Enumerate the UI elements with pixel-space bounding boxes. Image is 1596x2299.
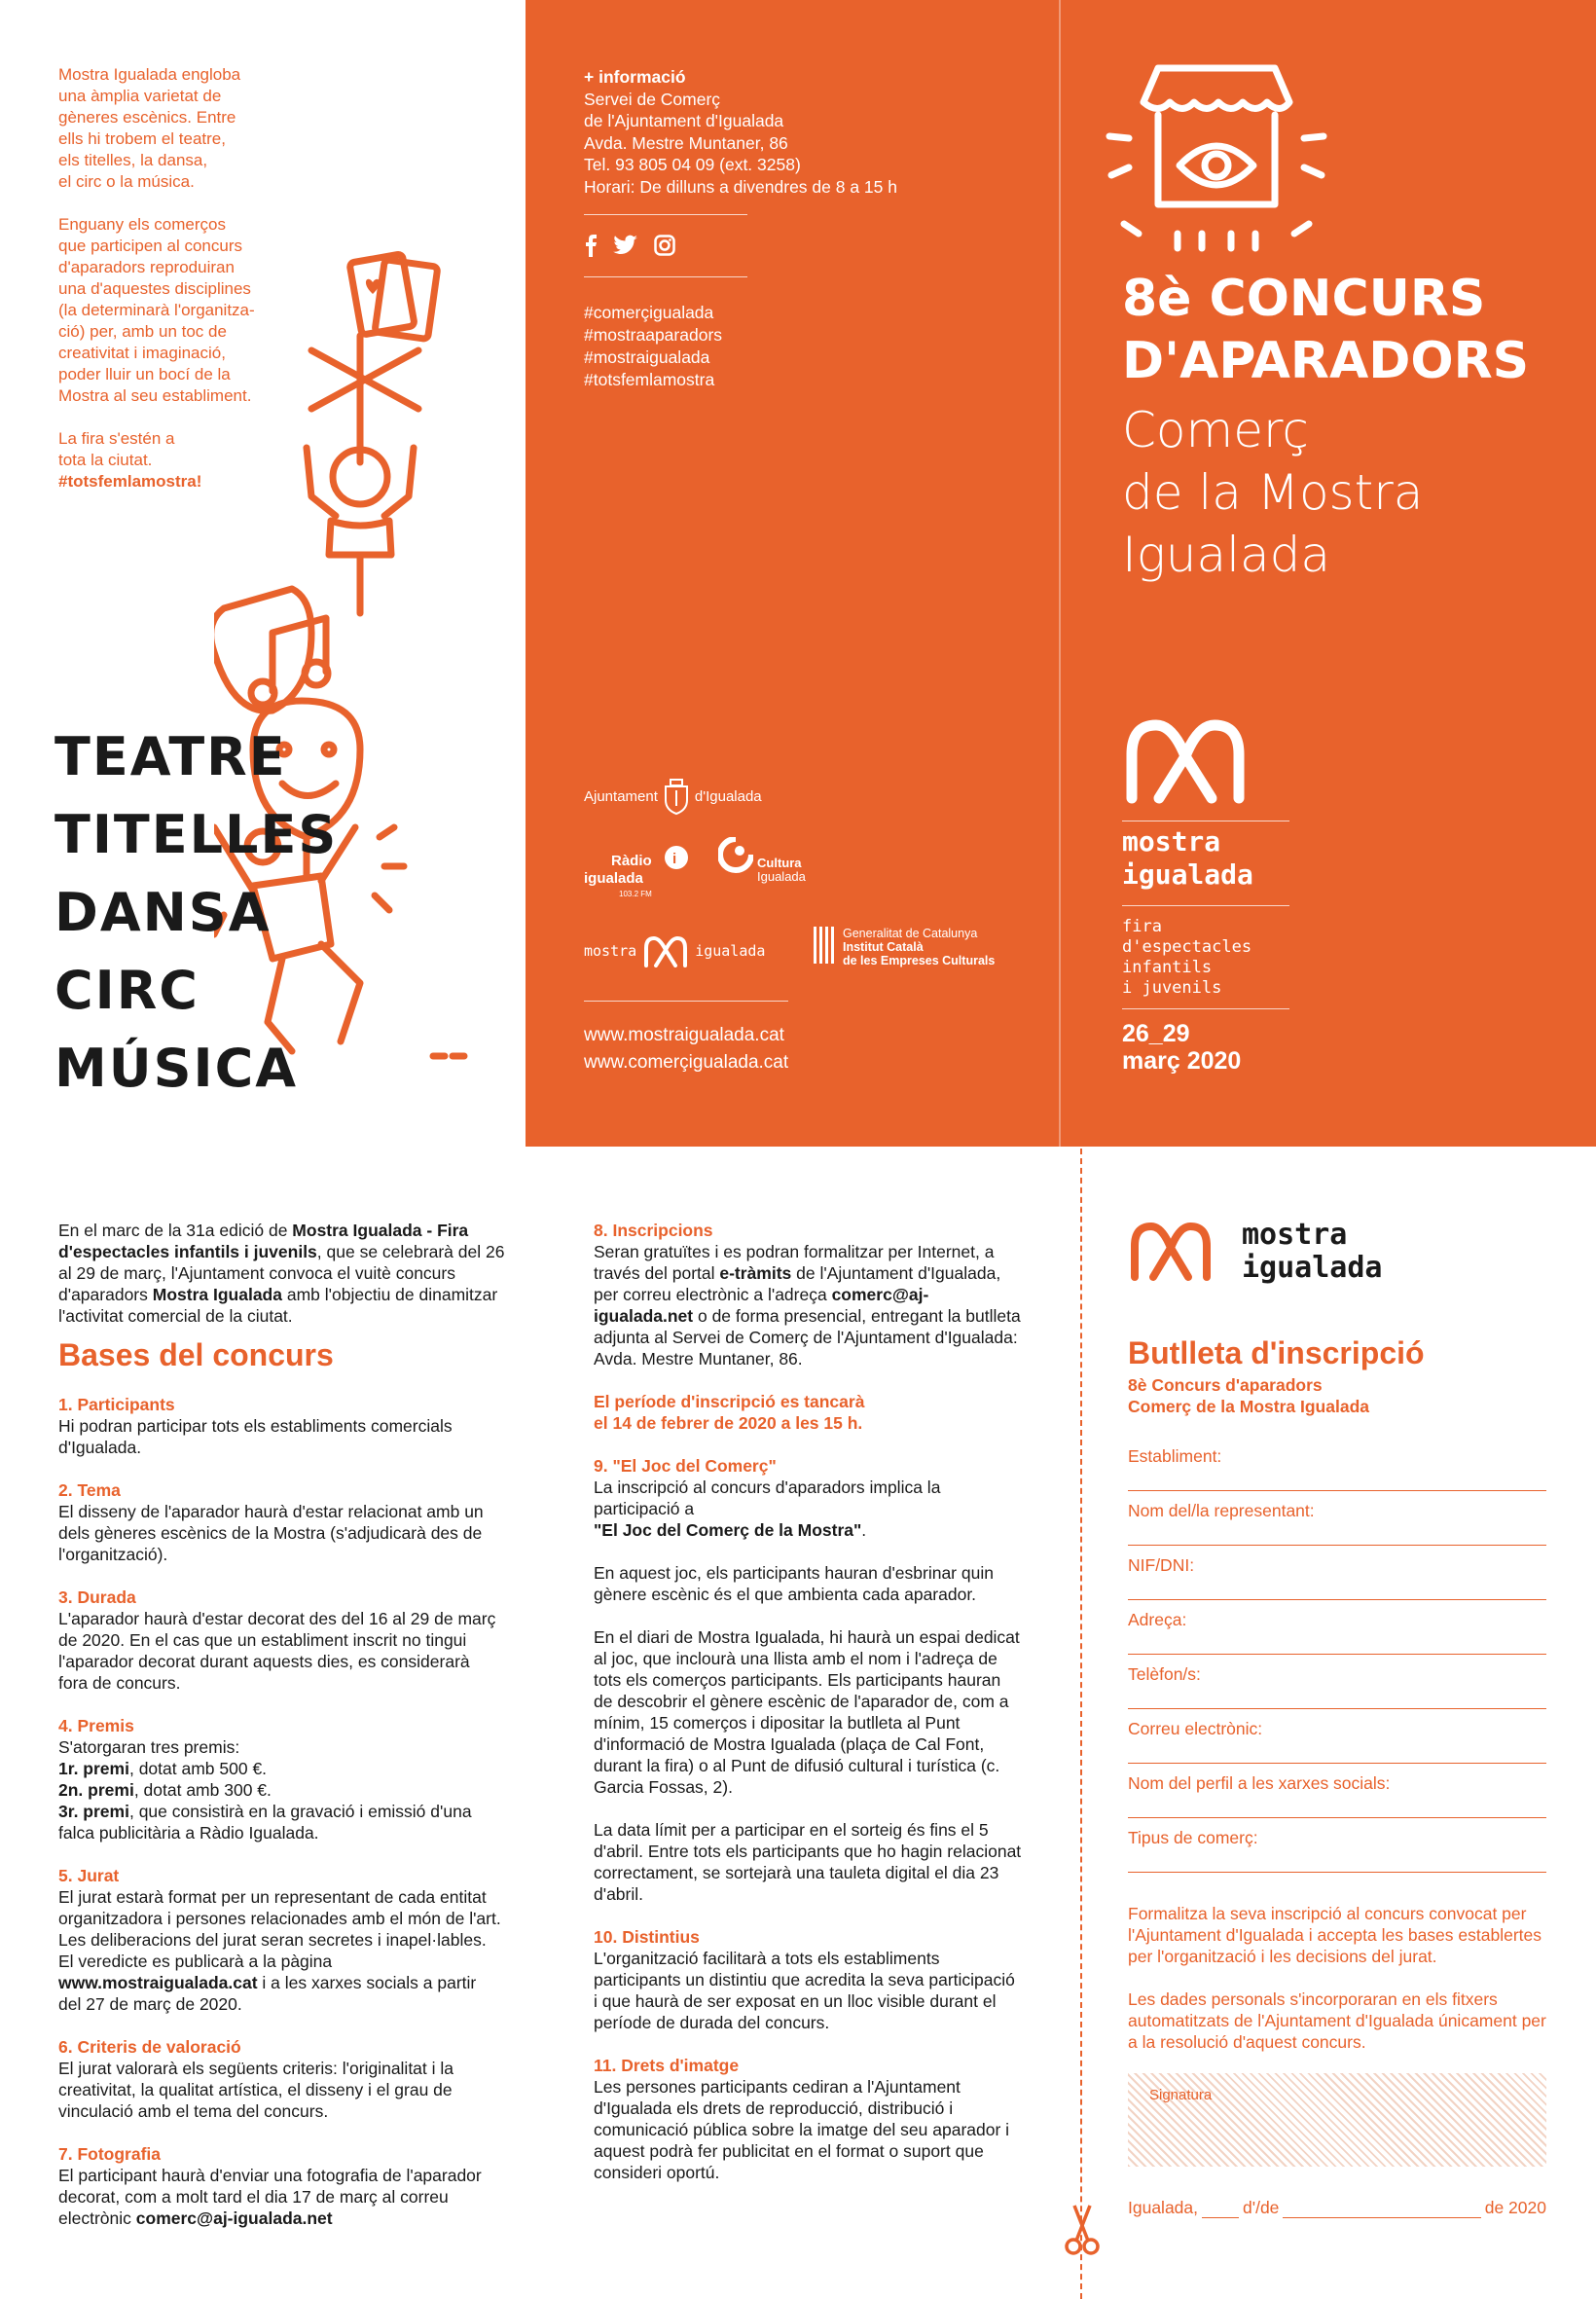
section-heading: 5. Jurat: [58, 1866, 120, 1885]
fold-line: [1059, 0, 1061, 1147]
svg-text:i: i: [672, 851, 677, 867]
cover-title: 8è CONCURS D'APARADORS: [1122, 270, 1530, 390]
form-field-telefon[interactable]: Telèfon/s:: [1128, 1660, 1546, 1709]
form-mostra-m-icon: [1127, 1219, 1215, 1285]
form-field-nif[interactable]: NIF/DNI:: [1128, 1551, 1546, 1600]
generalitat-logo: Generalitat de Catalunya Institut Català de les Empreses Culturals: [814, 927, 995, 967]
mostra-mini-logo: mostra igualada: [584, 934, 765, 967]
cover-fira: fira d'espectacles infantils i juvenils: [1122, 917, 1252, 998]
info-divider: [584, 214, 747, 215]
scissors-icon: [1065, 2202, 1100, 2256]
bases-column-2: 8. Inscripcions Seran gratuïtes i es podran formalitzar per Internet, a través del portal e-tràmits de l'Ajuntament d'Igualada, per correu electrònic a l'adreça comerc@aj-igualada.net o de forma presencial, entregant la butlleta adjunta al Servei de Comerç de l'Ajuntament d'Igualada: Avda. Mestre Muntaner, 86. El període d'inscripció es tancarà el 14 de febrer de 2020 a les 15 h. 9. "El Joc del Comerç" La inscripció al concurs d'aparadors implica la participació a "El Joc del Comerç de la Mostra". En aquest joc, els participants hauran d'esbrinar quin gènere escènic és el que ambienta cada aparador. En el diari de Mostra Igualada, hi haurà un espai dedicat al joc, que inclourà una llista amb el nom i l'adreça de tots els comerços participants. Els participants hauran de descobrir el gènere escènic de l'aparador de, com a mínim, 15 comerços i dipositar la butlleta al Punt d'informació de Mostra Igualada (plaça de Cal Font, durant la fira) o al Punt de difusió cultural i turística (c. Garcia Fossas, 2). La data límit per a participar en el sorteig és fins el 5 d'abril. Entre tots els participants que ho hagin relacionat correctament, se sortejarà una tauleta digital el dia 23 d'abril. 10. Distintius L'organització facilitarà a tots els establiments participants un distintiu que acredita la seva participació i que haurà de ser exposat en un lloc visible durant el període de durada del concurs. 11. Drets d'imatge Les persones participants cediran a l'Ajuntament d'Igualada els drets de reproducció, distribució i comunicació pública sobre la imatge del seu aparador i aquest podrà fer publicitat en el format o suport que consideri oportú.: [594, 1221, 1022, 2182]
radio-icon: [664, 845, 689, 870]
genre-item: TITELLES: [54, 804, 339, 865]
form-subtitle: 8è Concurs d'aparadors Comerç de la Mostra Igualada: [1128, 1375, 1369, 1416]
intro-text: Mostra Igualada engloba una àmplia varietat de gèneres escènics. Entre ells hi trobem el teatre, els titelles, la dansa, el circ o la música. Enguany els comerços que participen al concurs d'aparadors reproduiran una d'aquestes disciplines (la determinarà l'organitza- ció) per, amb un toc de creativitat i imaginació, poder lluir un bocí de la Mostra al seu establiment. La fira s'estén a tota la ciutat. #totsfemlamostra!: [58, 64, 321, 493]
info-heading: + informació: [584, 67, 686, 87]
cut-line: [1080, 1149, 1082, 2299]
genre-item: MÚSICA: [54, 1038, 298, 1099]
radio-igualada-logo: Ràdio i igualada 103.2 FM: [584, 845, 691, 898]
mostra-m-icon: [642, 934, 689, 967]
form-title: Butlleta d'inscripció: [1128, 1335, 1425, 1370]
form-field-xarxes[interactable]: Nom del perfil a les xarxes socials:: [1128, 1770, 1546, 1818]
website-list: [584, 1022, 788, 1077]
cover-subtitle: Comerç de la Mostra Igualada: [1122, 402, 1424, 583]
section-heading: 2. Tema: [58, 1480, 121, 1500]
cultura-icon: [718, 837, 753, 886]
form-field-correu[interactable]: Correu electrònic:: [1128, 1715, 1546, 1764]
mostra-m-logo-icon: [1122, 715, 1249, 808]
section-heading: 3. Durada: [58, 1587, 136, 1607]
form-field-establiment[interactable]: Establiment:: [1128, 1442, 1546, 1491]
section-heading: 6. Criteris de valoració: [58, 2037, 241, 2057]
genre-list: [54, 718, 338, 1108]
cover-divider: [1122, 905, 1289, 906]
section-heading: 4. Premis: [58, 1716, 134, 1735]
form-date-line: Igualada, d'/de de 2020: [1128, 2198, 1546, 2217]
date-day-input[interactable]: [1202, 2201, 1239, 2218]
section-heading: 10. Distintius: [594, 1927, 700, 1947]
generalitat-stripes-icon: [814, 927, 837, 964]
bases-intro: En el marc de la 31a edició de Mostra Igualada - Fira d'espectacles infantils i juvenils, que se celebrarà del 26 al 29 de març, l'Ajuntament convoca el vuitè concurs d'aparadors Mostra Igualada amb l'objectiu de dinamitzar l'activitat comercial de la ciutat.: [58, 1221, 505, 1326]
genre-item: DANSA: [54, 882, 272, 943]
cover-dates: 26_29 març 2020: [1122, 1020, 1242, 1075]
section-heading: 1. Participants: [58, 1395, 175, 1414]
twitter-icon[interactable]: [613, 235, 638, 256]
section-heading: 8. Inscripcions: [594, 1221, 713, 1240]
bases-title: Bases del concurs: [58, 1337, 334, 1372]
hashtag-text: #totsfemlamostra!: [58, 472, 202, 491]
info-panel: + informació Servei de Comerç de l'Ajuntament d'Igualada Avda. Mestre Muntaner, 86 Tel. 93 805 04 09 (ext. 3258) Horari: De dilluns a divendres de 8 a 15 h: [584, 66, 1022, 198]
website-link[interactable]: www.comerçigualada.cat: [584, 1052, 789, 1073]
section-heading: 7. Fotografia: [58, 2144, 162, 2164]
signature-box[interactable]: [1128, 2073, 1546, 2167]
date-month-input[interactable]: [1283, 2201, 1480, 2218]
genre-item: TEATRE: [54, 726, 287, 787]
genre-item: CIRC: [54, 960, 200, 1021]
info-divider: [584, 276, 747, 277]
form-field-tipus[interactable]: Tipus de comerç:: [1128, 1824, 1546, 1873]
section-heading: 9. "El Joc del Comerç": [594, 1456, 777, 1476]
hashtag-list: #comerçigualada #mostraaparadors #mostraigualada #totsfemlamostra: [584, 303, 723, 389]
ajuntament-logo: Ajuntament d'Igualada: [584, 777, 762, 816]
signature-label: Signatura: [1149, 2087, 1213, 2103]
cover-brand: mostra igualada: [1122, 825, 1253, 891]
info-divider: [584, 1001, 788, 1002]
social-icons: [584, 234, 675, 257]
form-note: Formalitza la seva inscripció al concurs convocat per l'Ajuntament d'Igualada i accepta les bases establertes per l'organització i les decisions del jurat. Les dades personals s'incorporaran en els fitxers automatitzats de l'Ajuntament d'Igualada únicament per a la resolució d'aquest concurs.: [1128, 1904, 1546, 2052]
shop-eye-icon: [1100, 58, 1333, 253]
instagram-icon[interactable]: [654, 235, 675, 256]
website-link[interactable]: www.mostraigualada.cat: [584, 1025, 784, 1045]
section-heading: 11. Drets d'imatge: [594, 2056, 740, 2075]
form-field-adreca[interactable]: Adreça:: [1128, 1606, 1546, 1655]
shield-icon: [662, 777, 691, 816]
cover-divider: [1122, 1008, 1289, 1009]
facebook-icon[interactable]: [584, 234, 598, 257]
form-field-representant[interactable]: Nom del/la representant:: [1128, 1497, 1546, 1546]
cultura-igualada-logo: Cultura Igualada: [718, 837, 806, 886]
bases-column-1: 1. Participants Hi podran participar tots els establiments comercials d'Igualada. 2. Tema El disseny de l'aparador haurà d'estar relacionat amb un dels gèneres escènics de la Mostra (s'adjudicarà des de l'organització). 3. Durada L'aparador haurà d'estar decorat des del 16 al 29 de març de 2020. En el cas que un establiment inscrit no tingui l'aparador decorat durant aquests dies, es considerarà fora de concurs. 4. Premis S'atorgaran tres premis: 1r. premi, dotat amb 500 €. 2n. premi, dotat amb 300 €. 3r. premi, que consistirà en la gravació i emissió d'una falca publicitària a Ràdio Igualada. 5. Jurat El jurat estarà format per un representant de cada entitat organitzadora i persones relacionades amb el món de l'art. Les deliberacions del jurat seran secretes i inapel·lables. El veredicte es publicarà a la pàgina www.mostraigualada.cat i a les xarxes socials a partir del 27 de març de 2020. 6. Criteris de valoració El jurat valorarà els següents criteris: l'originalitat i la creativitat, la qualitat artística, el disseny i el grau de vinculació amb el tema del concurs. 7. Fotografia El participant haurà d'enviar una fotografia de l'aparador decorat, com a molt tard el dia 17 de març al correu electrònic comerc@aj-igualada.net: [58, 1395, 501, 2228]
form-brand: mostra igualada: [1242, 1218, 1383, 1285]
